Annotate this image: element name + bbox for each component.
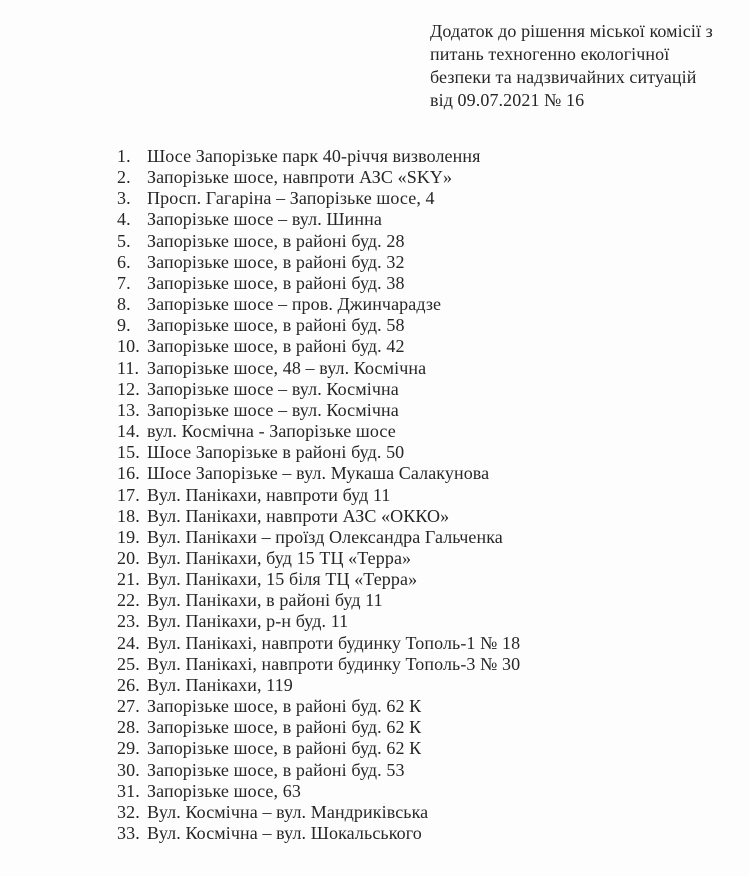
list-item <box>117 252 717 273</box>
document-header <box>430 20 742 112</box>
list-item <box>117 802 717 823</box>
item-number: 21. <box>117 569 140 590</box>
address-list <box>117 146 717 844</box>
item-number: 28. <box>117 717 140 738</box>
list-item <box>117 527 717 548</box>
item-number: 7. <box>117 272 131 293</box>
list-item <box>117 379 717 400</box>
header-line: від 09.07.2021 № 16 <box>430 90 585 110</box>
list-item <box>117 442 717 463</box>
item-text: Запорізьке шосе, в районі буд. 32 <box>147 251 405 272</box>
item-number: 33. <box>117 823 140 843</box>
item-number: 6. <box>117 251 131 272</box>
item-number: 17. <box>117 484 140 505</box>
item-text: Запорізьке шосе, в районі буд. 28 <box>147 230 405 251</box>
list-item <box>117 358 717 379</box>
item-text: Шосе Запорізьке в районі буд. 50 <box>147 442 405 463</box>
item-text: Вул. Космічна – вул. Мандриківська <box>147 801 429 822</box>
item-text: Запорізьке шосе, в районі буд. 62 К <box>147 738 422 759</box>
item-number: 14. <box>117 421 140 442</box>
list-item <box>117 590 717 611</box>
item-text: Вул. Панікахи – проїзд Олександра Гальченка <box>147 526 503 547</box>
item-text: Запорізьке шосе, в районі буд. 42 <box>147 336 405 357</box>
item-number: 24. <box>117 632 140 653</box>
list-item <box>117 738 717 759</box>
item-text: Вул. Панікахи, навпроти буд 11 <box>147 484 391 505</box>
item-number: 23. <box>117 611 140 632</box>
item-number: 26. <box>117 674 140 695</box>
item-text: Вул. Панікахи, буд 15 ТЦ «Терра» <box>147 547 412 568</box>
list-item <box>117 548 717 569</box>
item-text: вул. Космічна - Запорізьке шосе <box>147 421 396 442</box>
item-number: 29. <box>117 738 140 759</box>
item-number: 19. <box>117 526 140 547</box>
item-number: 1. <box>117 146 131 166</box>
item-text: Просп. Гагаріна – Запорізьке шосе, 4 <box>147 188 435 209</box>
item-text: Запорізьке шосе, 48 – вул. Космічна <box>147 357 427 378</box>
item-text: Запорізьке шосе, 63 <box>147 780 301 801</box>
list-item <box>117 294 717 315</box>
item-text: Запорізьке шосе, в районі буд. 62 К <box>147 717 422 738</box>
list-item <box>117 675 717 696</box>
item-text: Шосе Запорізьке парк 40-річчя визволення <box>147 146 481 166</box>
list-item <box>117 569 717 590</box>
item-number: 15. <box>117 442 140 463</box>
list-item <box>117 315 717 336</box>
item-text: Вул. Панікахи, навпроти АЗС «ОККО» <box>147 505 450 526</box>
item-text: Шосе Запорізьке – вул. Мукаша Салакунова <box>147 463 490 484</box>
item-number: 13. <box>117 399 140 420</box>
list-item <box>117 336 717 357</box>
list-item <box>117 146 717 167</box>
item-text: Запорізьке шосе, в районі буд. 62 К <box>147 696 422 717</box>
item-number: 32. <box>117 801 140 822</box>
list-item <box>117 188 717 209</box>
list-item <box>117 463 717 484</box>
item-text: Запорізьке шосе – пров. Джинчарадзе <box>147 294 442 315</box>
item-text: Запорізьке шосе – вул. Космічна <box>147 399 399 420</box>
list-item <box>117 781 717 802</box>
item-number: 10. <box>117 336 140 357</box>
item-text: Вул. Панікахи, 15 біля ТЦ «Терра» <box>147 569 418 590</box>
item-text: Вул. Панікахи, р-н буд. 11 <box>147 611 349 632</box>
list-item <box>117 400 717 421</box>
header-line: питань техногенно екологічної <box>430 44 670 64</box>
item-number: 3. <box>117 188 131 209</box>
list-item <box>117 760 717 781</box>
item-number: 18. <box>117 505 140 526</box>
list-item <box>117 696 717 717</box>
item-text: Запорізьке шосе, навпроти АЗС «SKY» <box>147 167 453 188</box>
item-number: 8. <box>117 294 131 315</box>
list-item <box>117 823 717 844</box>
item-number: 12. <box>117 378 140 399</box>
item-text: Запорізьке шосе, в районі буд. 53 <box>147 759 405 780</box>
item-text: Вул. Панікахі, навпроти будинку Тополь-1 № 18 <box>147 632 521 653</box>
item-number: 31. <box>117 780 140 801</box>
list-item <box>117 421 717 442</box>
item-number: 5. <box>117 230 131 251</box>
list-item <box>117 209 717 230</box>
item-number: 16. <box>117 463 140 484</box>
item-number: 9. <box>117 315 131 336</box>
item-text: Вул. Панікахі, навпроти будинку Тополь-3 № 30 <box>147 653 521 674</box>
list-item <box>117 273 717 294</box>
list-item <box>117 231 717 252</box>
item-number: 2. <box>117 167 131 188</box>
list-item <box>117 485 717 506</box>
list-item <box>117 633 717 654</box>
item-number: 11. <box>117 357 140 378</box>
item-text: Запорізьке шосе, в районі буд. 58 <box>147 315 405 336</box>
item-number: 27. <box>117 696 140 717</box>
list-item <box>117 506 717 527</box>
header-line: Додаток до рішення міської комісії з <box>430 21 713 41</box>
item-number: 22. <box>117 590 140 611</box>
list-item <box>117 611 717 632</box>
item-text: Вул. Панікахи, в районі буд 11 <box>147 590 383 611</box>
item-text: Вул. Панікахи, 119 <box>147 674 293 695</box>
item-text: Запорізьке шосе, в районі буд. 38 <box>147 272 405 293</box>
header-line: безпеки та надзвичайних ситуацій <box>430 67 697 87</box>
list-item <box>117 654 717 675</box>
item-text: Запорізьке шосе – вул. Космічна <box>147 378 399 399</box>
list-item <box>117 167 717 188</box>
item-number: 25. <box>117 653 140 674</box>
item-number: 30. <box>117 759 140 780</box>
item-text: Запорізьке шосе – вул. Шинна <box>147 209 382 230</box>
item-number: 20. <box>117 547 140 568</box>
list-item <box>117 717 717 738</box>
item-text: Вул. Космічна – вул. Шокальського <box>147 823 422 843</box>
item-number: 4. <box>117 209 131 230</box>
